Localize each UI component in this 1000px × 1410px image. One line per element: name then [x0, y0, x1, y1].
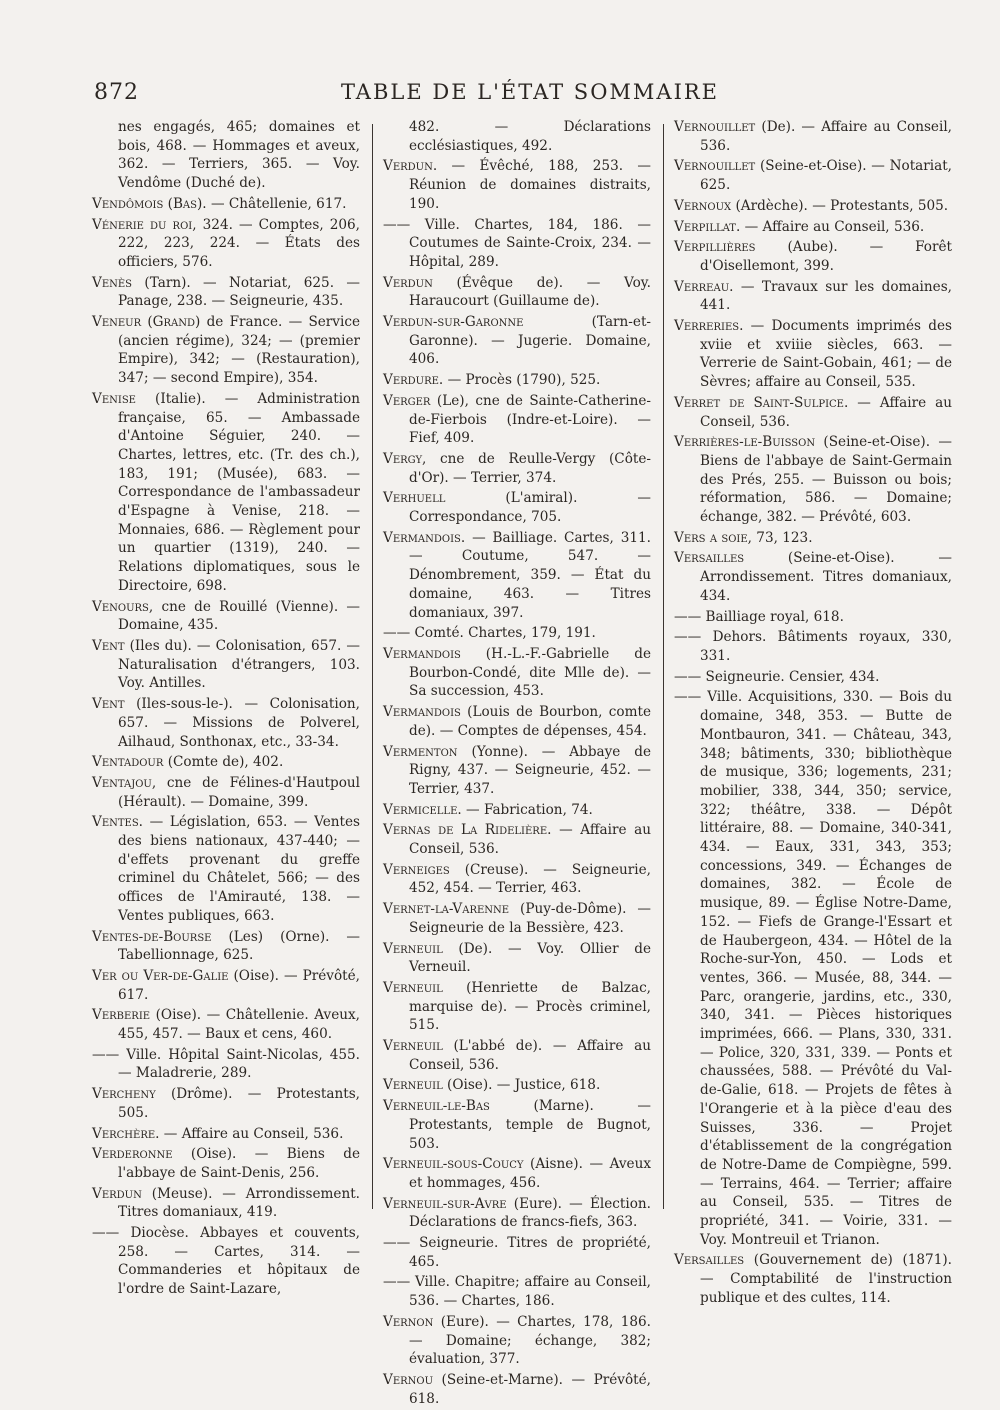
index-entry [383, 450, 651, 487]
entry-heading: Verneuil-sous-Coucy [383, 1156, 524, 1173]
entry-text: (Oise). — Prévôté, 617. [118, 967, 360, 1003]
index-entry [674, 317, 952, 392]
entry-heading: Vent [92, 637, 125, 654]
entry-text: (H.-L.-F.-Gabrielle de Bourbon-Condé, dite Mlle de). — Sa succession, 453. [409, 645, 651, 700]
entry-heading: Vent [92, 696, 125, 713]
index-entry [674, 608, 952, 627]
index-entry [383, 274, 651, 311]
index-entry [383, 1313, 651, 1369]
index-entry [674, 218, 952, 237]
entry-text: (Évêque de). — Voy. Haraucourt (Guillaume de). [409, 274, 651, 310]
index-entry [383, 979, 651, 1035]
entry-text: Ville. Acquisitions, 330. — Bois du domaine, 348, 353. — Butte de Montbauron, 341. — Château, 343, 348; bâtiments, 330; bibliothèque de musique, 336; logements, 231; mobilier, 338, 344, 350; service, 322; théâtre, 338. — Dépôt littéraire, 88. — Domaine, 340-341, 434. — Eaux, 331, 343, 353; concessions, 349. — Échanges de domaines, 382. — École de musique, 89. — Église Notre-Dame, 152. — Fiefs de Grange-l'Essart et de Haubergeon, 434. — Hôtel de la Roche-sur-Yon, 450. — Lods et ventes, 366. — Musée, 88, 344. — Parc, orangerie, jardins, etc., 330, 340, 341. — Pièces historiques imprimées, 666. — Plans, 330, 331. — Police, 320, 331, 339. — Ponts et chaussées, 588. — Prévôté du Val-de-Galie, 618. — Projets de fêtes à l'Orangerie et à la pièce d'eau des Suisses, 336. — Projet d'établissement de la congrégation de Notre-Dame de Compiègne, 599. — Terrains, 464. — Terrier; affaire au Conseil, 535. — Titres de propriété, 341. — Voirie, 331. — Voy. Montreuil et Trianon. [700, 689, 952, 1248]
entry-text: — Évêché, 188, 253. — Réunion de domaines distraits, 190. [409, 158, 651, 212]
entry-heading: Verneuil-le-Bas [383, 1098, 490, 1115]
entry-heading: Vernon [383, 1313, 434, 1330]
entry-heading: Verreau. [674, 278, 734, 295]
entry-text: Bailliage royal, 618. [701, 608, 844, 625]
index-entry [92, 1125, 360, 1144]
entry-heading: Ventes-de-Bourse [92, 928, 212, 945]
page-title: TABLE DE L'ÉTAT SOMMAIRE [340, 80, 720, 104]
entry-heading: Verdure. [383, 372, 444, 389]
entry-heading: Verneuil-sur-Avre [383, 1195, 507, 1212]
entry-text: — Affaire au Conseil, 536. [700, 394, 952, 430]
entry-heading: —— [383, 1274, 411, 1291]
entry-heading: —— [674, 629, 702, 646]
index-entry [674, 668, 952, 687]
index-entry [383, 157, 651, 213]
index-entry [383, 1273, 651, 1310]
index-entry [92, 598, 360, 635]
index-entry [383, 861, 651, 898]
entry-text: — Documents imprimés des xviie et xviiie siècles, 663. — Verrerie de Saint-Gobain, 461; — de Sèvres; affaire au Conseil, 535. [700, 318, 952, 391]
index-entry [383, 1037, 651, 1074]
index-entry [92, 967, 360, 1004]
entry-text: (Comte de), 402. [163, 754, 284, 771]
entry-heading: Verneuil [383, 940, 443, 957]
entry-text: 482. — Déclarations ecclésiastiques, 492. [409, 119, 651, 154]
index-entry [383, 1371, 651, 1408]
entry-heading: —— [383, 625, 411, 642]
index-entry [674, 1251, 952, 1307]
index-column-3 [674, 118, 952, 1310]
index-entry [383, 645, 651, 701]
index-entry [674, 529, 952, 548]
entry-heading: Vermandois. [383, 529, 466, 546]
entry-text: (Le), cne de Sainte-Catherine-de-Fierbois (Indre-et-Loire). — Fief, 409. [409, 392, 651, 447]
entry-heading: —— [674, 689, 702, 706]
index-entry [383, 118, 651, 155]
entry-text: Seigneurie. Titres de propriété, 465. [409, 1235, 651, 1270]
entry-text: (Oise). — Châtellenie. Aveux, 455, 457. — Baux et cens, 460. [118, 1007, 360, 1043]
entry-text: (Seine-et-Marne). — Prévôté, 618. [409, 1372, 651, 1407]
entry-text: — Travaux sur les domaines, 441. [700, 278, 952, 314]
entry-heading: Ver ou Ver-de-Galie [92, 967, 229, 984]
index-entry [674, 238, 952, 275]
index-entry [92, 1006, 360, 1043]
entry-heading: Vermenton [383, 743, 458, 760]
entry-text: Seigneurie. Censier, 434. [701, 668, 880, 685]
entry-heading: Vernet-la-Varenne [383, 901, 510, 918]
index-entry [383, 1195, 651, 1232]
entry-text: (Iles-sous-le-). — Colonisation, 657. — Missions de Polverel, Ailhaud, Sonthonax, etc., 33-34. [118, 696, 360, 750]
entry-heading: Verberie [92, 1007, 151, 1024]
entry-text: (Marne). — Protestants, temple de Bugnot, 503. [409, 1098, 651, 1152]
entry-heading: Vénerie du roi, [92, 216, 197, 233]
entry-heading: Verrières-le-Buisson [674, 434, 816, 451]
entry-heading: Vermandois [383, 704, 461, 721]
entry-heading: Versailles [674, 550, 745, 567]
entry-heading: Vernouillet [674, 119, 756, 135]
entry-text: (Oise). — Justice, 618. [442, 1077, 601, 1094]
index-entry [383, 743, 651, 799]
index-entry [92, 216, 360, 272]
entry-heading: —— [383, 1235, 411, 1252]
entry-heading: Venours, [92, 598, 154, 615]
entry-text: (Les) (Orne). — Tabellionnage, 625. [118, 928, 360, 964]
entry-heading: Verret de Saint-Sulpice. [674, 394, 849, 411]
entry-text: (Oise). — Biens de l'abbaye de Saint-Denis, 256. [118, 1146, 360, 1181]
entry-heading: Ventadour [92, 754, 164, 771]
entry-text: (Drôme). — Protestants, 505. [118, 1086, 360, 1121]
entry-heading: Vernas de La Ridelière. [383, 822, 552, 839]
entry-heading: Vermandois [383, 645, 461, 662]
entry-text: — Affaire au Conseil, 536. [740, 218, 925, 235]
entry-heading: Verpillières [674, 239, 756, 256]
index-entry [92, 813, 360, 925]
entry-heading: Versailles [674, 1252, 745, 1269]
index-entry [674, 628, 952, 665]
entry-heading: Vernouillet [674, 158, 756, 175]
entry-heading: Verneuil [383, 979, 443, 996]
entry-heading: Vergy, [383, 450, 427, 467]
entry-heading: Vermicelle. [383, 801, 462, 818]
entry-text: (Iles du). — Colonisation, 657. — Naturalisation d'étrangers, 103. Voy. Antilles. [118, 637, 360, 692]
index-entry [92, 313, 360, 388]
index-column-2 [383, 118, 651, 1410]
entry-text: (L'amiral). — Correspondance, 705. [409, 490, 651, 526]
index-entry [383, 1234, 651, 1271]
entry-heading: Venise [92, 390, 136, 407]
index-entry [383, 371, 651, 390]
entry-heading: Verdun-sur-Garonne [383, 314, 524, 331]
entry-text: — Législation, 653. — Ventes des biens nationaux, 437-440; — d'effets provenant du greffe criminel du Châtelet, 566; — des offices de l'Amirauté, 138. — Ventes publiques, 663. [118, 814, 360, 924]
entry-text: (De). — Voy. Ollier de Verneuil. [409, 940, 651, 976]
entry-text: (Ardèche). — Protestants, 505. [731, 197, 949, 214]
index-entry [383, 1076, 651, 1095]
entry-heading: Vercheny [92, 1086, 156, 1103]
index-entry [674, 157, 952, 194]
entry-text: (Puy-de-Dôme). — Seigneurie de la Bessière, 423. [409, 901, 651, 936]
index-entry [92, 1046, 360, 1083]
entry-text: (Eure). — Chartes, 178, 186. — Domaine; échange, 382; évaluation, 377. [409, 1313, 651, 1368]
entry-text: — Châtellenie, 617. [206, 195, 347, 212]
index-entry [383, 529, 651, 623]
index-entry [383, 1155, 651, 1192]
index-entry [92, 637, 360, 693]
entry-text: (Henriette de Balzac, marquise de). — Procès criminel, 515. [409, 979, 651, 1034]
entry-heading: —— [92, 1225, 120, 1242]
entry-heading: —— [674, 668, 702, 685]
entry-text: (De). — Affaire au Conseil, 536. [700, 119, 952, 154]
entry-heading: Verdun. [383, 158, 438, 175]
entry-text: — Procès (1790), 525. [443, 372, 601, 389]
entry-heading: Verneiges [383, 861, 450, 878]
entry-text: (Tarn-et-Garonne). — Jugerie. Domaine, 406. [409, 314, 651, 368]
entry-text: (Creuse). — Seigneurie, 452, 454. — Terrier, 463. [409, 861, 651, 897]
index-entry [92, 774, 360, 811]
index-entry [92, 118, 360, 193]
index-entry [383, 624, 651, 643]
entry-heading: Verneuil [383, 1077, 443, 1094]
entry-text: (Eure). — Élection. Déclarations de francs-fiefs, 363. [409, 1195, 651, 1231]
entry-heading: —— [92, 1046, 120, 1063]
entry-text: (Aube). — Forêt d'Oisellemont, 399. [700, 239, 952, 274]
entry-heading: Verger [383, 392, 431, 409]
entry-heading: Venès [92, 274, 133, 291]
entry-heading: Veneur (Grand) [92, 314, 201, 331]
entry-heading: Vernoux [674, 197, 732, 214]
index-entry [383, 821, 651, 858]
page-number: 872 [94, 80, 139, 105]
index-entry [383, 216, 651, 272]
index-entry [383, 940, 651, 977]
index-entry [383, 900, 651, 937]
entry-heading: Verchère. [92, 1125, 160, 1142]
entry-text: (Tarn). — Notariat, 625. — Panage, 238. — Seigneurie, 435. [118, 274, 360, 310]
entry-heading: Verhuell [383, 490, 446, 507]
entry-text: (Louis de Bourbon, comte de). — Comptes de dépenses, 454. [409, 704, 651, 739]
entry-heading: Verreries. [674, 318, 744, 335]
index-entry [92, 695, 360, 751]
index-entry [92, 274, 360, 311]
entry-heading: Ventes. [92, 814, 144, 831]
index-entry [92, 1185, 360, 1222]
entry-text: Ville. Chartes, 184, 186. — Coutumes de Sainte-Croix, 234. — Hôpital, 289. [409, 216, 651, 270]
entry-text: de France. — Service (ancien régime), 324; — (premier Empire), 342; — (Restauration), 347; — second Empire), 354. [118, 314, 360, 387]
index-entry [674, 278, 952, 315]
index-entry [674, 688, 952, 1249]
entry-text: Ville. Hôpital Saint-Nicolas, 455. — Maladrerie, 289. [118, 1046, 360, 1082]
index-entry [92, 1224, 360, 1299]
entry-text: (Seine-et-Oise). — Arrondissement. Titres domaniaux, 434. [700, 550, 952, 604]
index-entry [92, 1085, 360, 1122]
entry-text: (Seine-et-Oise). — Notariat, 625. [700, 158, 952, 194]
entry-text: Dehors. Bâtiments royaux, 330, 331. [700, 629, 952, 664]
index-entry [92, 928, 360, 965]
index-entry [92, 753, 360, 772]
index-entry [674, 197, 952, 216]
entry-heading: Vendômois (Bas). [92, 195, 207, 212]
entry-text: cne de Félines-d'Hautpoul (Hérault). — Domaine, 399. [118, 774, 360, 810]
entry-heading: Vers a soie, [674, 529, 752, 546]
index-entry [383, 1097, 651, 1153]
entry-heading: Verpillat. [674, 218, 741, 235]
entry-text: — Affaire au Conseil, 536. [159, 1125, 344, 1142]
entry-heading: Verdun [92, 1185, 142, 1202]
entry-text: (Seine-et-Oise). — Biens de l'abbaye de Saint-Germain des Prés, 255. — Buisson ou bois; réformation, 586. — Domaine; échange, 382. — Prévôté, 603. [700, 434, 952, 526]
index-entry [383, 489, 651, 526]
entry-heading: —— [383, 216, 411, 233]
column-divider-2 [663, 124, 664, 1209]
entry-heading: —— [674, 608, 702, 625]
entry-text: 324. — Comptes, 206, 222, 223, 224. — États des officiers, 576. [118, 216, 360, 270]
entry-heading: Ventajou, [92, 774, 157, 791]
index-entry [383, 313, 651, 369]
entry-text: — Bailliage. Cartes, 311. — Coutume, 547. — Dénombrement, 359. — État du domaine, 463. — Titres domaniaux, 397. [409, 529, 651, 621]
entry-heading: Verneuil [383, 1038, 443, 1055]
entry-text: (L'abbé de). — Affaire au Conseil, 536. [409, 1038, 651, 1073]
index-entry [383, 703, 651, 740]
entry-text: — Affaire au Conseil, 536. [409, 822, 651, 858]
index-entry [92, 195, 360, 214]
entry-text: (Yonne). — Abbaye de Rigny, 437. — Seigneurie, 452. — Terrier, 437. [409, 743, 651, 797]
index-entry [674, 549, 952, 605]
entry-text: (Aisne). — Aveux et hommages, 456. [409, 1156, 651, 1191]
entry-text: Comté. Chartes, 179, 191. [410, 625, 596, 642]
entry-text: (Italie). — Administration française, 65. — Ambassade d'Antoine Séguier, 240. — Chartes, lettres, etc. (Tr. des ch.), 183, 191; (Musée), 683. — Correspondance de l'ambassadeur d'Espagne à Venise, 218. — Monnaies, 686. — Règlement pour un quartier (1319), 240. — Relations diplomatiques, sous le Directoire, 698. [118, 390, 360, 594]
entry-text: (Meuse). — Arrondissement. Titres domaniaux, 419. [118, 1185, 360, 1221]
entry-heading: Verdun [383, 274, 433, 291]
index-entry [92, 1145, 360, 1182]
entry-text: cne de Rouillé (Vienne). — Domaine, 435. [118, 598, 360, 634]
column-divider-1 [372, 124, 373, 1209]
index-entry [92, 390, 360, 596]
entry-heading: Vernou [383, 1372, 434, 1388]
entry-text: nes engagés, 465; domaines et bois, 468. — Hommages et aveux, 362. — Terriers, 365. — Voy. Vendôme (Duché de). [118, 119, 360, 192]
index-entry [674, 394, 952, 431]
index-entry [674, 118, 952, 155]
entry-heading: Verderonne [92, 1146, 173, 1163]
entry-text: — Fabrication, 74. [461, 801, 593, 818]
entry-text: Ville. Chapitre; affaire au Conseil, 536. — Chartes, 186. [409, 1274, 651, 1310]
entry-text: (Gouvernement de) (1871). — Comptabilité de l'instruction publique et des cultes, 114. [700, 1252, 952, 1306]
entry-text: 73, 123. [751, 529, 813, 546]
index-entry [383, 392, 651, 448]
index-entry [383, 801, 651, 820]
entry-text: Diocèse. Abbayes et couvents, 258. — Cartes, 314. — Commanderies et hôpitaux de l'ordre de Saint-Lazare, [118, 1225, 360, 1298]
index-column-1 [92, 118, 360, 1301]
index-entry [674, 433, 952, 527]
entry-text: cne de Reulle-Vergy (Côte-d'Or). — Terrier, 374. [409, 450, 651, 486]
